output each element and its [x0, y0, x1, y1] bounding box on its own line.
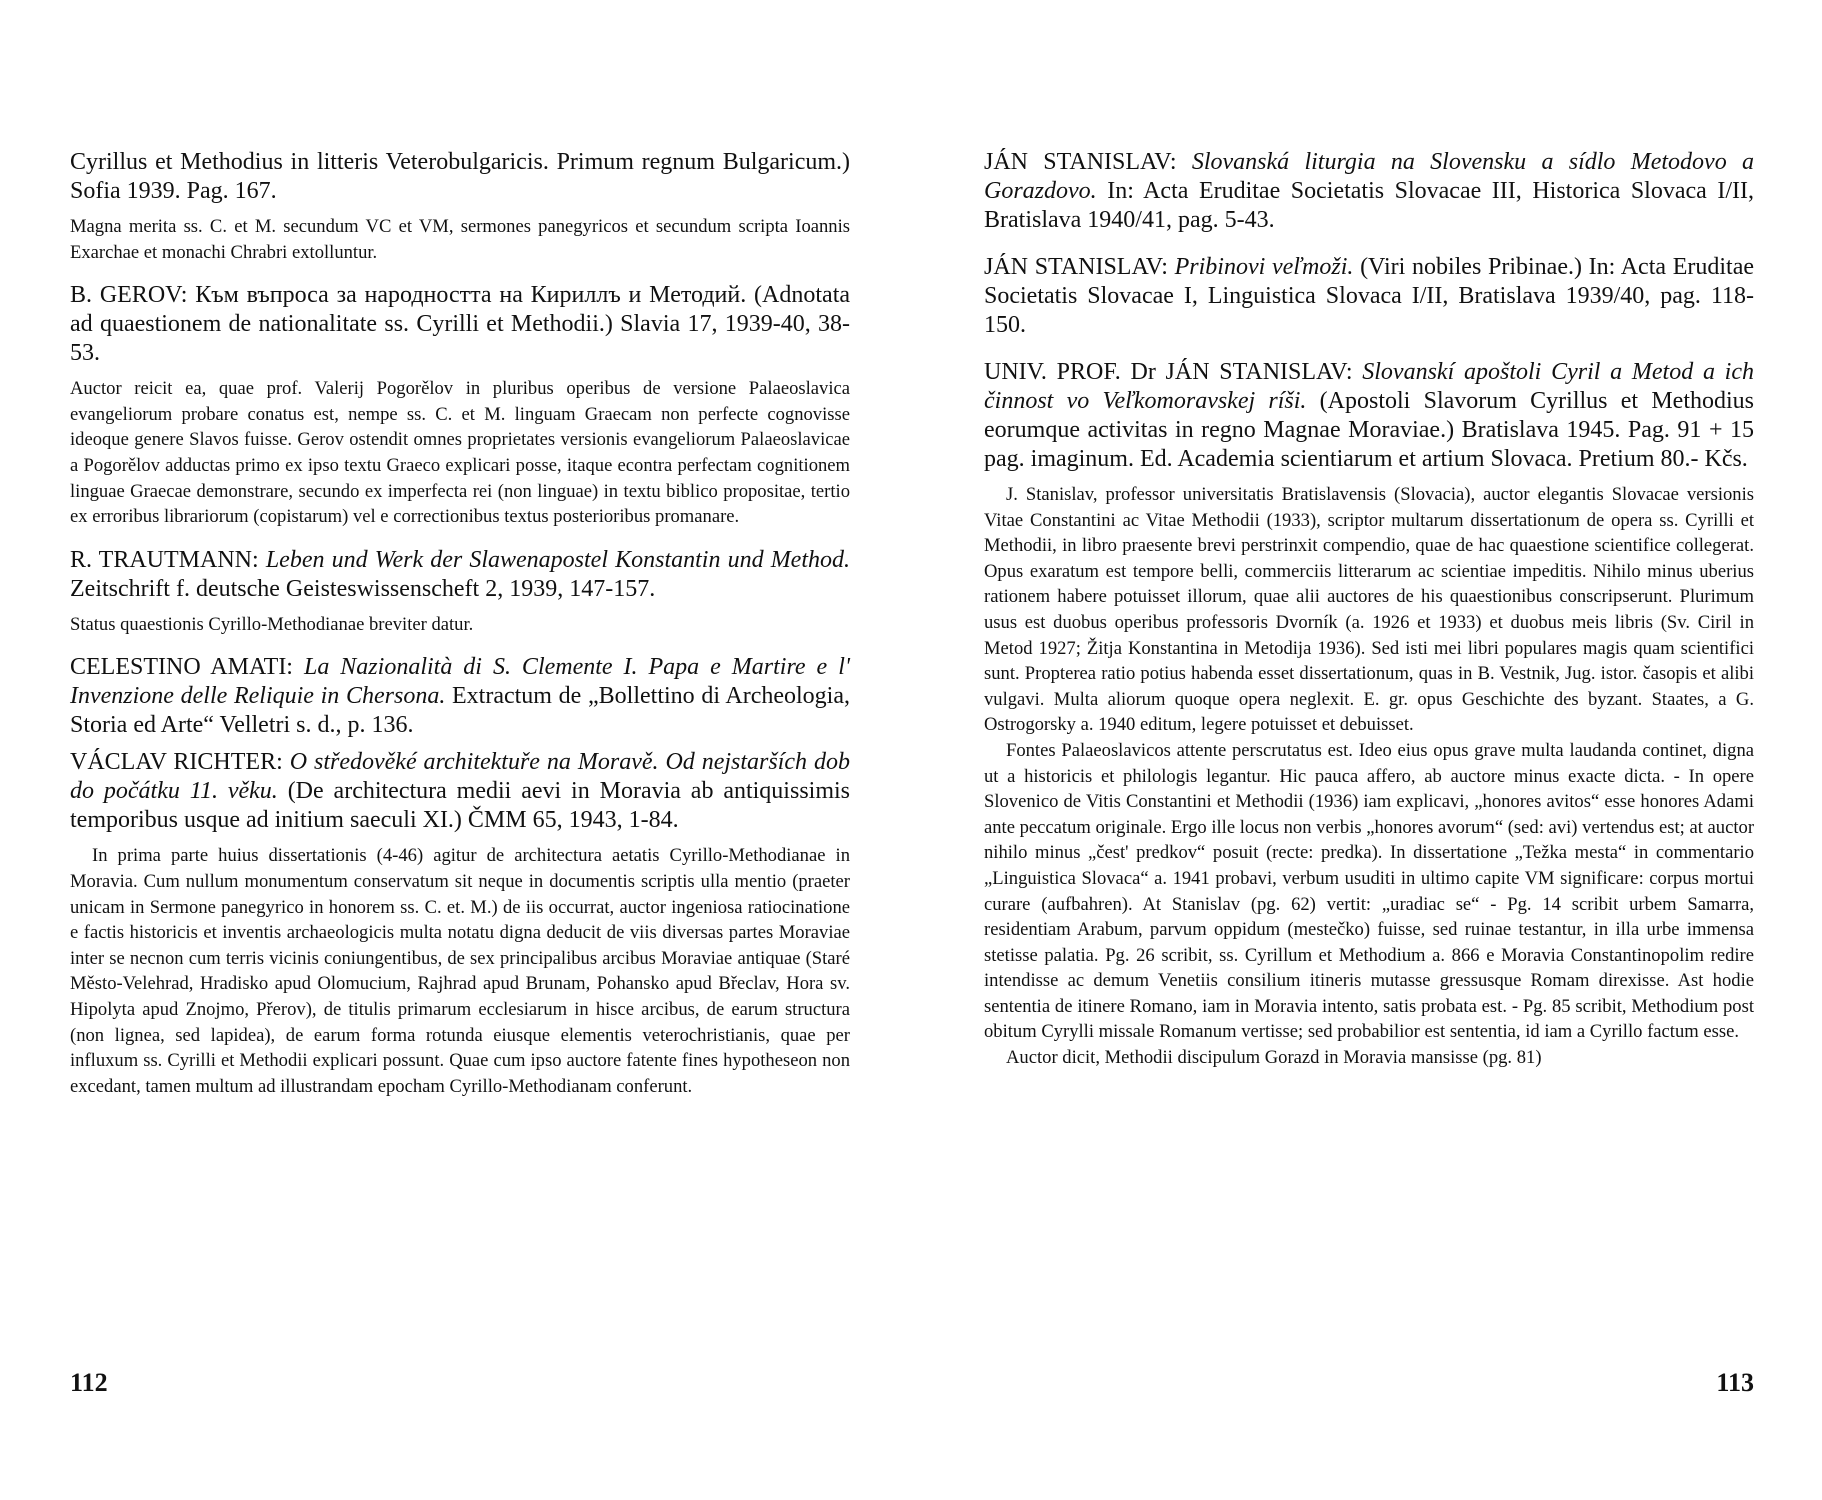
entry-author: UNIV. PROF. Dr JÁN STANISLAV: [984, 359, 1353, 385]
entry-summary: Fontes Palaeoslavicos attente perscrutatus est. Ideo eius opus grave multa laudanda continet, digna ut a historicis et philologis legantur. Hic pauca affero, ab auctore minus exacte dicta. - In opere Slovenico de Vitis Constantini et Methodii (1936) iam explicavi, „honores avitos“ esse honores Adami ante peccatum originale. Ergo ille locus non verbis „honores avorum“ (sed: avi) vertendus est; at auctor nihilo minus „čest' predkov“ posuit (recte: predka). In dissertatione „Težka mesta“ in commentario „Linguistica Slovaca“ a. 1941 probavi, verbum usuditi in ultimo capite VM significare: corpus mortui curare (aufbahren). At Stanislav (pg. 62) vertit: „uradiac se“ - Pg. 14 scribit urbem Samarra, residentiam Arabum, parvum oppidum (mestečko) fuisse, sed ruinae testantur, in illa urbe immensa stetisse palatia. Pg. 26 scribit, ss. Cyrillum et Methodium a. 866 e Moravia Constantinopolim redire intendisse ac demum Venetiis consilium itineris mutasse gressusque Romam direxisse. Ast hodie sententia de itinere Romano, iam in Moravia intento, satis probata est. - Pg. 85 scribit, Methodium post obitum Cyrylli missale Romanum vertisse; sed probabilior est sententia, id iam a Cyrillo factum esse. [984, 739, 1755, 1043]
bibliography-entry [984, 358, 1754, 1071]
entry-title: La Nazionalità di S. Clemente I. Papa e Martire e l' Invenzione delle Reliquie in Chersona. [70, 654, 850, 710]
bibliography-entry [984, 148, 1754, 235]
entry-author: JÁN STANISLAV: [984, 254, 1168, 280]
entry-publication: In: Acta Eruditae Societatis Slovacae III, Historica Slovaca I/II, Bratislava 1940/41, pag. 5-43. [984, 178, 1754, 233]
entry-citation [70, 281, 850, 368]
bibliography-entry [70, 281, 850, 530]
page-number: 113 [1716, 1368, 1754, 1397]
entry-title: Leben und Werk der Slawenapostel Konstantin und Method. [265, 546, 851, 573]
entry-publication: Zeitschrift f. deutsche Geisteswissenscheft 2, 1939, 147-157. [70, 575, 656, 602]
entry-summary: Auctor reicit ea, quae prof. Valerij Pogorělov in pluribus operibus de versione Palaeoslavica evangeliorum probare conatus est, nempe ss. C. et M. linguam Graecam non perfecte cognovisse ideoque genere Slavos fuisse. Gerov ostendit omnes proprietates versionis evangeliorum Palaeoslavicae a Pogorělov adductas primo ex ipso textu Graeco explicari posse, itaque econtra perfectam cognitionem linguae Graecae demonstrare, secundo ex imperfecta rei (non linguae) in textu biblico propositae, tertio ex erroribus librariorum (copistarum) vel e correctionibus textus posterioribus promanare. [70, 378, 850, 528]
right-page [984, 0, 1754, 1500]
page-number: 112 [70, 1368, 108, 1397]
entry-author: VÁCLAV RICHTER: [70, 749, 283, 776]
entry-citation [984, 253, 1754, 340]
entry-text: Към въпроса за народността на Кириллъ и Методий. (Adnotata ad quaestionem de nationalitate ss. Cyrilli et Methodii.) Slavia 17, 1939-40, 38-53. [70, 282, 851, 367]
entry-title: Pribinovi veľmoži. [1174, 254, 1354, 280]
bibliography-entry [984, 253, 1754, 340]
entry-summary: In prima parte huius dissertationis (4-46) agitur de architectura aetatis Cyrillo-Methodianae in Moravia. Cum nullum monumentum conservatum sit neque in documentis scriptis ulla mentio (praeter unicam in Sermone panegyrico in honorem ss. C. et. M.) de iis occurrat, auctor ingeniosa ratiocinatione e factis historicis et inventis archaeologicis multa notatu digna deducit de viis diversas partes Moraviae inter se necnon cum terris vicinis coniungentibus, de sex principalibus arcibus Moraviae antiquae (Staré Město-Velehrad, Hradisko apud Olomucium, Rajhrad apud Brunam, Pohansko apud Břeclav, Hora sv. Hipolyta apud Znojmo, Přerov), de titulis primarum ecclesiarum in hisce arcibus, de earum structura (non lignea, sed lapidea), de earum forma rotunda eiusque elementis veterochristianis, quae per influxum ss. Cyrilli et Methodii explicari possunt. Quae cum ipso auctore fatente fines hypotheseon non excedant, tamen multum ad illustrandam epocham Cyrillo-Methodianam conferunt. [70, 845, 850, 1097]
entry-summary: Auctor dicit, Methodii discipulum Gorazd in Moravia mansisse (pg. 81) [1006, 1047, 1542, 1069]
entry-publication: Extractum de „Bollettino di Archeologia, Storia ed Arte“ Velletri s. d., p. 136. [70, 683, 850, 739]
entry-citation [70, 748, 850, 835]
entry-summary: J. Stanislav, professor universitatis Bratislavensis (Slovacia), auctor elegantis Slovacae versionis Vitae Constantini ac Vitae Methodii (1933), scriptor multarum dissertationum de opera ss. Cyrilli et Methodii, in libro praesente brevi perstrinxit compendio, quae de hac quaestione scientifice collegerat. Opus exaratum est tempore belli, commerciis litterarum ac scientiae impeditis. Nihilo minus uberius rationem habere potuisset illorum, quae alii auctores de his quaestionibus conscripserunt. Plurimum usus est duobus operibus professoris Dvorník (a. 1926 et 1933) et duobus meis libris (Sv. Ciril in Metod 1927; Žitja Konstantina in Metodija 1936). Sed isti mei libri populares magis quam scientifici sunt. Propterea ratio potius habenda esset dissertationum, quas in B. Vestnik, Jug. istor. časopis et alibi vulgavi. Multa aliorum quoque opera neglexit. E. gr. opus Geschichte des byzant. Staates, a G. Ostrogorsky a. 1940 editum, legere potuisset et debuisset. [984, 484, 1754, 736]
entry-author: R. TRAUTMANN: [70, 546, 259, 573]
right-page-content [984, 148, 1754, 1071]
entry-publication: (Apostoli Slavorum Cyrillus et Methodius eorumque activitas in regno Magnae Moraviae.) Bratislava 1945. Pag. 91 + 15 pag. imaginum. Ed. Academia scientiarum et artium Slovaca. Pretium 80.- Kčs. [984, 388, 1754, 472]
entry-publication: (Viri nobiles Pribinae.) In: Acta Eruditae Societatis Slovacae I, Linguistica Slovaca I/II, Bratislava 1939/40, pag. 118-150. [984, 254, 1755, 338]
entry-citation [70, 546, 850, 604]
left-page [70, 0, 850, 1500]
left-page-content [70, 148, 850, 1099]
bibliography-entry [70, 148, 850, 265]
entry-summary: Magna merita ss. C. et M. secundum VC et VM, sermones panegyricos et secundum scripta Ioannis Exarchae et monachi Chrabri extolluntur. [70, 216, 850, 263]
entry-author: CELESTINO AMATI: [70, 654, 293, 681]
bibliography-entry [70, 653, 850, 740]
entry-citation [70, 653, 850, 740]
entry-publication: (De architectura medii aevi in Moravia ab antiquissimis temporibus usque ad initium saeculi XI.) ČMM 65, 1943, 1-84. [70, 778, 851, 834]
entry-title: Slovanskí apoštoli Cyril a Metod a ich činnost vo Veľkomoravskej ríši. [984, 359, 1755, 414]
entry-citation: Cyrillus et Methodius in litteris Veterobulgaricis. Primum regnum Bulgaricum.) Sofia 1939. Pag. 167. [70, 149, 850, 204]
entry-citation [984, 358, 1754, 474]
entry-summary: Status quaestionis Cyrillo-Methodianae breviter datur. [70, 613, 474, 635]
entry-author: B. GEROV: [70, 282, 188, 309]
bibliography-entry [70, 546, 850, 638]
entry-citation [984, 148, 1754, 235]
entry-title: Slovanská liturgia na Slovensku a sídlo Metodovo a Gorazdovo. [984, 149, 1754, 204]
bibliography-entry [70, 748, 850, 1099]
entry-title: O středověké architektuře na Moravě. Od nejstarších dob do počátku 11. věku. [70, 749, 851, 805]
entry-author: JÁN STANISLAV: [984, 149, 1177, 175]
